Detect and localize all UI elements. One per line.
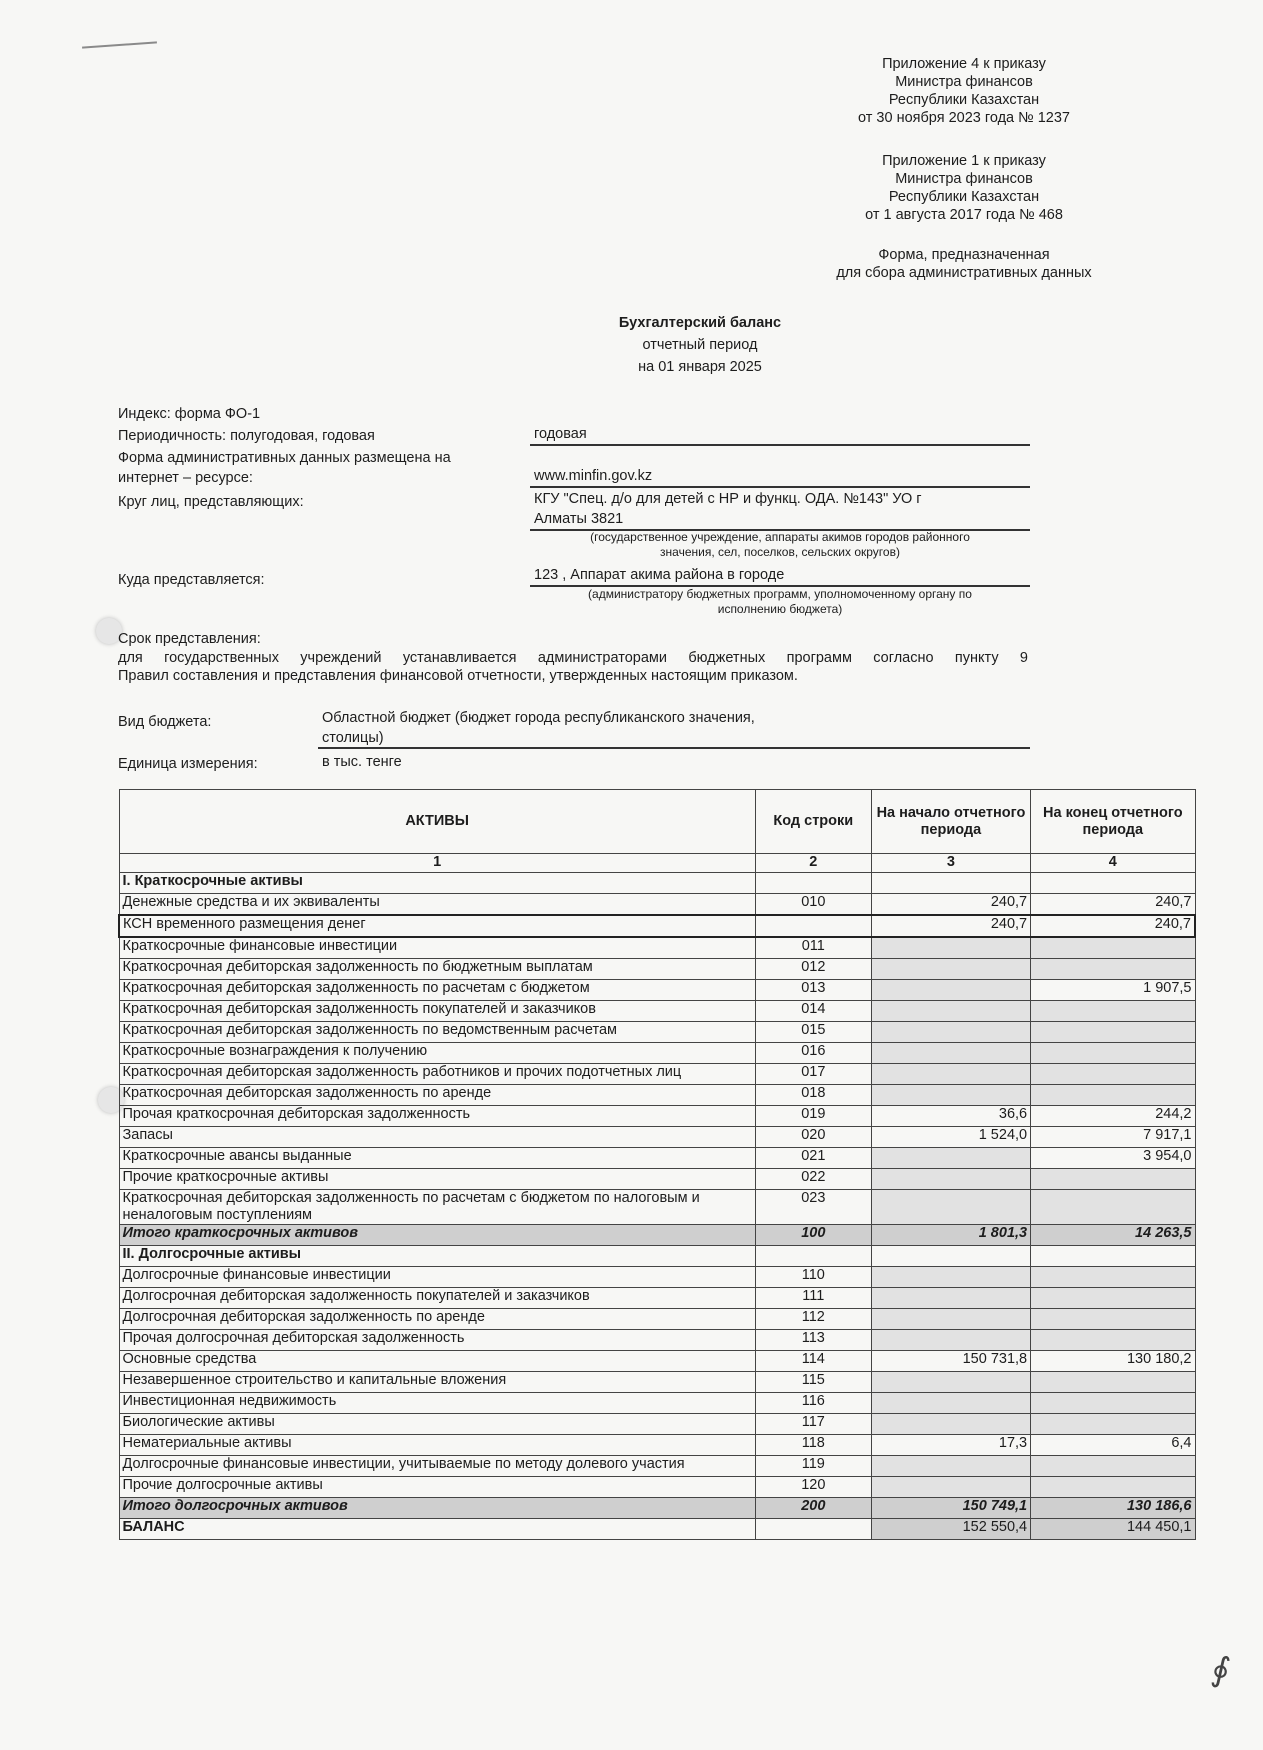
row-end-value xyxy=(1031,1414,1195,1435)
row-start-value xyxy=(871,1288,1030,1309)
row-code: 100 xyxy=(755,1225,871,1246)
row-start-value xyxy=(871,1085,1030,1106)
row-label: Долгосрочная дебиторская задолженность по аренде xyxy=(119,1309,755,1330)
header-end: На конец отчетного периода xyxy=(1031,790,1195,854)
row-start-value xyxy=(871,1246,1030,1267)
appendix-2-block xyxy=(764,152,1164,224)
submitters-value: КГУ "Спец. д/о для детей с НР и функц. ОДА. №143" УО г xyxy=(534,491,922,507)
row-start-value xyxy=(871,1372,1030,1393)
appendix-line: от 30 ноября 2023 года № 1237 xyxy=(858,110,1070,126)
table-row xyxy=(119,1001,1195,1022)
row-end-value: 144 450,1 xyxy=(1031,1519,1195,1540)
table-row xyxy=(119,873,1195,894)
row-label: Прочая краткосрочная дебиторская задолженность xyxy=(119,1106,755,1127)
row-start-value xyxy=(871,1064,1030,1085)
table-row xyxy=(119,1435,1195,1456)
row-label: Основные средства xyxy=(119,1351,755,1372)
row-end-value: 240,7 xyxy=(1031,915,1195,937)
row-start-value xyxy=(871,1148,1030,1169)
posted-label: Форма административных данных размещена на xyxy=(118,450,451,466)
row-code: 110 xyxy=(755,1267,871,1288)
table-row xyxy=(119,1456,1195,1477)
form-note-block xyxy=(764,246,1164,282)
recipient-value: 123 , Аппарат акима района в городе xyxy=(534,567,785,583)
note-line: (администратору бюджетных программ, уполномоченному органу по xyxy=(588,587,972,601)
table-row xyxy=(119,894,1195,916)
row-code: 016 xyxy=(755,1043,871,1064)
row-start-value: 152 550,4 xyxy=(871,1519,1030,1540)
header-start: На начало отчетного периода xyxy=(871,790,1030,854)
row-label: Итого краткосрочных активов xyxy=(119,1225,755,1246)
table-row xyxy=(119,1246,1195,1267)
posted-label: интернет – ресурсе: xyxy=(118,470,253,486)
handwritten-mark: ∮ xyxy=(1208,1648,1234,1692)
row-label: Долгосрочные финансовые инвестиции, учитываемые по методу долевого участия xyxy=(119,1456,755,1477)
table-row xyxy=(119,915,1195,937)
table-row xyxy=(119,1127,1195,1148)
col-index: 1 xyxy=(119,854,755,873)
appendix-line: Республики Казахстан xyxy=(888,189,1040,205)
row-end-value xyxy=(1031,1288,1195,1309)
row-end-value xyxy=(1031,1246,1195,1267)
row-label: Прочие долгосрочные активы xyxy=(119,1477,755,1498)
col-index: 4 xyxy=(1031,854,1195,873)
table-row xyxy=(119,1190,1195,1225)
row-start-value xyxy=(871,1190,1030,1225)
row-code: 114 xyxy=(755,1351,871,1372)
row-code xyxy=(755,1519,871,1540)
row-end-value: 14 263,5 xyxy=(1031,1225,1195,1246)
appendix-line: Приложение 1 к приказу xyxy=(882,153,1046,169)
row-code xyxy=(755,1246,871,1267)
row-code: 011 xyxy=(755,937,871,959)
row-end-value: 6,4 xyxy=(1031,1435,1195,1456)
table-row xyxy=(119,1288,1195,1309)
row-code: 111 xyxy=(755,1288,871,1309)
row-start-value xyxy=(871,1414,1030,1435)
unit-value: в тыс. тенге xyxy=(322,754,402,770)
row-end-value xyxy=(1031,1022,1195,1043)
table-row xyxy=(119,1330,1195,1351)
row-label: Незавершенное строительство и капитальные вложения xyxy=(119,1372,755,1393)
row-end-value: 240,7 xyxy=(1031,894,1195,916)
row-code: 120 xyxy=(755,1477,871,1498)
row-code: 021 xyxy=(755,1148,871,1169)
table-row xyxy=(119,1148,1195,1169)
row-start-value xyxy=(871,980,1030,1001)
table-row xyxy=(119,1064,1195,1085)
table-row xyxy=(119,1043,1195,1064)
row-label: Краткосрочная дебиторская задолженность по расчетам с бюджетом xyxy=(119,980,755,1001)
form-note-line: Форма, предназначенная xyxy=(878,247,1050,263)
row-start-value xyxy=(871,1393,1030,1414)
periodicity-value: годовая xyxy=(534,426,587,442)
row-label: БАЛАНС xyxy=(119,1519,755,1540)
posted-value: www.minfin.gov.kz xyxy=(534,468,653,484)
submitters-label: Круг лиц, представляющих: xyxy=(118,494,304,510)
row-code: 115 xyxy=(755,1372,871,1393)
appendix-line: от 1 августа 2017 года № 468 xyxy=(865,207,1063,223)
row-code: 117 xyxy=(755,1414,871,1435)
row-label: Нематериальные активы xyxy=(119,1435,755,1456)
underline xyxy=(318,747,1030,749)
row-start-value: 1 801,3 xyxy=(871,1225,1030,1246)
col-index: 2 xyxy=(755,854,871,873)
row-end-value xyxy=(1031,1169,1195,1190)
header-code: Код строки xyxy=(755,790,871,854)
row-end-value xyxy=(1031,873,1195,894)
table-row xyxy=(119,1393,1195,1414)
report-date: на 01 января 2025 xyxy=(638,359,762,375)
table-row xyxy=(119,1477,1195,1498)
row-code: 013 xyxy=(755,980,871,1001)
table-body xyxy=(119,873,1195,1540)
row-start-value: 1 524,0 xyxy=(871,1127,1030,1148)
row-code: 010 xyxy=(755,894,871,916)
unit-label: Единица измерения: xyxy=(118,756,258,772)
document-title-block xyxy=(500,312,900,378)
periodicity-label: Периодичность: полугодовая, годовая xyxy=(118,428,375,444)
row-start-value xyxy=(871,1022,1030,1043)
row-start-value xyxy=(871,873,1030,894)
row-end-value xyxy=(1031,959,1195,980)
form-index: Индекс: форма ФО-1 xyxy=(118,406,261,422)
row-start-value xyxy=(871,959,1030,980)
row-end-value xyxy=(1031,1064,1195,1085)
row-label: Инвестиционная недвижимость xyxy=(119,1393,755,1414)
table-row xyxy=(119,1519,1195,1540)
note-line: (государственное учреждение, аппараты акимов городов районного xyxy=(590,530,970,544)
row-code: 200 xyxy=(755,1498,871,1519)
document-title: Бухгалтерский баланс xyxy=(618,315,782,331)
row-label: Краткосрочная дебиторская задолженность покупателей и заказчиков xyxy=(119,1001,755,1022)
row-label: Краткосрочная дебиторская задолженность по бюджетным выплатам xyxy=(119,959,755,980)
row-label: Прочая долгосрочная дебиторская задолженность xyxy=(119,1330,755,1351)
row-code: 113 xyxy=(755,1330,871,1351)
row-end-value: 3 954,0 xyxy=(1031,1148,1195,1169)
row-end-value xyxy=(1031,1309,1195,1330)
table-row xyxy=(119,980,1195,1001)
appendix-line: Республики Казахстан xyxy=(888,92,1040,108)
row-start-value: 240,7 xyxy=(871,915,1030,937)
row-end-value: 130 186,6 xyxy=(1031,1498,1195,1519)
row-label: Денежные средства и их эквиваленты xyxy=(119,894,755,916)
table-row xyxy=(119,1085,1195,1106)
row-end-value xyxy=(1031,1372,1195,1393)
table-row xyxy=(119,1309,1195,1330)
row-code: 116 xyxy=(755,1393,871,1414)
row-label: I. Краткосрочные активы xyxy=(119,873,755,894)
row-label: Долгосрочные финансовые инвестиции xyxy=(119,1267,755,1288)
row-code: 019 xyxy=(755,1106,871,1127)
underline xyxy=(530,486,1030,488)
row-start-value: 150 749,1 xyxy=(871,1498,1030,1519)
row-code: 015 xyxy=(755,1022,871,1043)
balance-table xyxy=(118,789,1196,1540)
table-row xyxy=(119,1225,1195,1246)
deadline-label: Срок представления: xyxy=(118,631,261,647)
header-assets: АКТИВЫ xyxy=(119,790,755,854)
row-end-value xyxy=(1031,1456,1195,1477)
table-row xyxy=(119,1169,1195,1190)
row-end-value xyxy=(1031,1043,1195,1064)
table-row xyxy=(119,1414,1195,1435)
row-label: Итого долгосрочных активов xyxy=(119,1498,755,1519)
row-start-value xyxy=(871,1309,1030,1330)
row-start-value xyxy=(871,1169,1030,1190)
row-label: Краткосрочные авансы выданные xyxy=(119,1148,755,1169)
row-label: Краткосрочные финансовые инвестиции xyxy=(119,937,755,959)
row-end-value xyxy=(1031,1001,1195,1022)
row-label: Краткосрочная дебиторская задолженность по расчетам с бюджетом по налоговым и неналоговым поступлениям xyxy=(119,1190,755,1225)
row-code: 018 xyxy=(755,1085,871,1106)
row-end-value xyxy=(1031,937,1195,959)
scan-mark xyxy=(82,41,157,48)
row-start-value: 240,7 xyxy=(871,894,1030,916)
row-end-value xyxy=(1031,1267,1195,1288)
note-line: значения, сел, поселков, сельских округов) xyxy=(660,545,900,559)
row-code: 012 xyxy=(755,959,871,980)
row-label: Краткосрочная дебиторская задолженность по аренде xyxy=(119,1085,755,1106)
table-row xyxy=(119,1022,1195,1043)
row-code: 118 xyxy=(755,1435,871,1456)
table-row xyxy=(119,1351,1195,1372)
row-start-value xyxy=(871,1043,1030,1064)
appendix-1-block xyxy=(764,55,1164,127)
recipient-label: Куда представляется: xyxy=(118,572,265,588)
row-code: 119 xyxy=(755,1456,871,1477)
submitters-note xyxy=(530,530,1030,560)
deadline-text: для государственных учреждений устанавливается администраторами бюджетных программ согласно пункту 9 xyxy=(118,650,1028,666)
appendix-line: Министра финансов xyxy=(895,171,1033,187)
appendix-line: Приложение 4 к приказу xyxy=(882,56,1046,72)
form-note-line: для сбора административных данных xyxy=(836,265,1092,281)
row-label: Запасы xyxy=(119,1127,755,1148)
table-row xyxy=(119,1372,1195,1393)
row-code: 112 xyxy=(755,1309,871,1330)
row-end-value xyxy=(1031,1190,1195,1225)
row-code xyxy=(755,873,871,894)
row-code: 020 xyxy=(755,1127,871,1148)
underline xyxy=(530,444,1030,446)
row-start-value: 150 731,8 xyxy=(871,1351,1030,1372)
row-label: Краткосрочная дебиторская задолженность по ведомственным расчетам xyxy=(119,1022,755,1043)
row-end-value xyxy=(1031,1393,1195,1414)
row-code: 022 xyxy=(755,1169,871,1190)
row-label: КСН временного размещения денег xyxy=(119,915,755,937)
col-index: 3 xyxy=(871,854,1030,873)
row-start-value: 36,6 xyxy=(871,1106,1030,1127)
budget-value: Областной бюджет (бюджет города республиканского значения, xyxy=(322,710,755,726)
deadline-text: Правил составления и представления финансовой отчетности, утвержденных настоящим приказом. xyxy=(118,668,798,684)
row-end-value xyxy=(1031,1085,1195,1106)
row-code: 023 xyxy=(755,1190,871,1225)
row-end-value: 7 917,1 xyxy=(1031,1127,1195,1148)
row-end-value xyxy=(1031,1477,1195,1498)
row-label: Долгосрочная дебиторская задолженность покупателей и заказчиков xyxy=(119,1288,755,1309)
row-label: Биологические активы xyxy=(119,1414,755,1435)
table-row xyxy=(119,959,1195,980)
row-code xyxy=(755,915,871,937)
appendix-line: Министра финансов xyxy=(895,74,1033,90)
row-code: 017 xyxy=(755,1064,871,1085)
row-start-value xyxy=(871,1477,1030,1498)
table-row xyxy=(119,1498,1195,1519)
row-start-value xyxy=(871,1330,1030,1351)
table-row xyxy=(119,1267,1195,1288)
row-start-value: 17,3 xyxy=(871,1435,1030,1456)
budget-value: столицы) xyxy=(322,730,384,746)
row-label: Краткосрочные вознаграждения к получению xyxy=(119,1043,755,1064)
recipient-note xyxy=(530,587,1030,617)
row-end-value: 1 907,5 xyxy=(1031,980,1195,1001)
row-label: Прочие краткосрочные активы xyxy=(119,1169,755,1190)
row-start-value xyxy=(871,1267,1030,1288)
row-end-value xyxy=(1031,1330,1195,1351)
row-label: II. Долгосрочные активы xyxy=(119,1246,755,1267)
row-start-value xyxy=(871,1456,1030,1477)
row-label: Краткосрочная дебиторская задолженность работников и прочих подотчетных лиц xyxy=(119,1064,755,1085)
period-label: отчетный период xyxy=(642,337,758,353)
row-start-value xyxy=(871,937,1030,959)
table-row xyxy=(119,937,1195,959)
row-start-value xyxy=(871,1001,1030,1022)
note-line: исполнению бюджета) xyxy=(717,602,843,616)
submitters-value: Алматы 3821 xyxy=(534,511,624,527)
budget-label: Вид бюджета: xyxy=(118,714,212,730)
table-row xyxy=(119,1106,1195,1127)
row-end-value: 244,2 xyxy=(1031,1106,1195,1127)
row-code: 014 xyxy=(755,1001,871,1022)
row-end-value: 130 180,2 xyxy=(1031,1351,1195,1372)
